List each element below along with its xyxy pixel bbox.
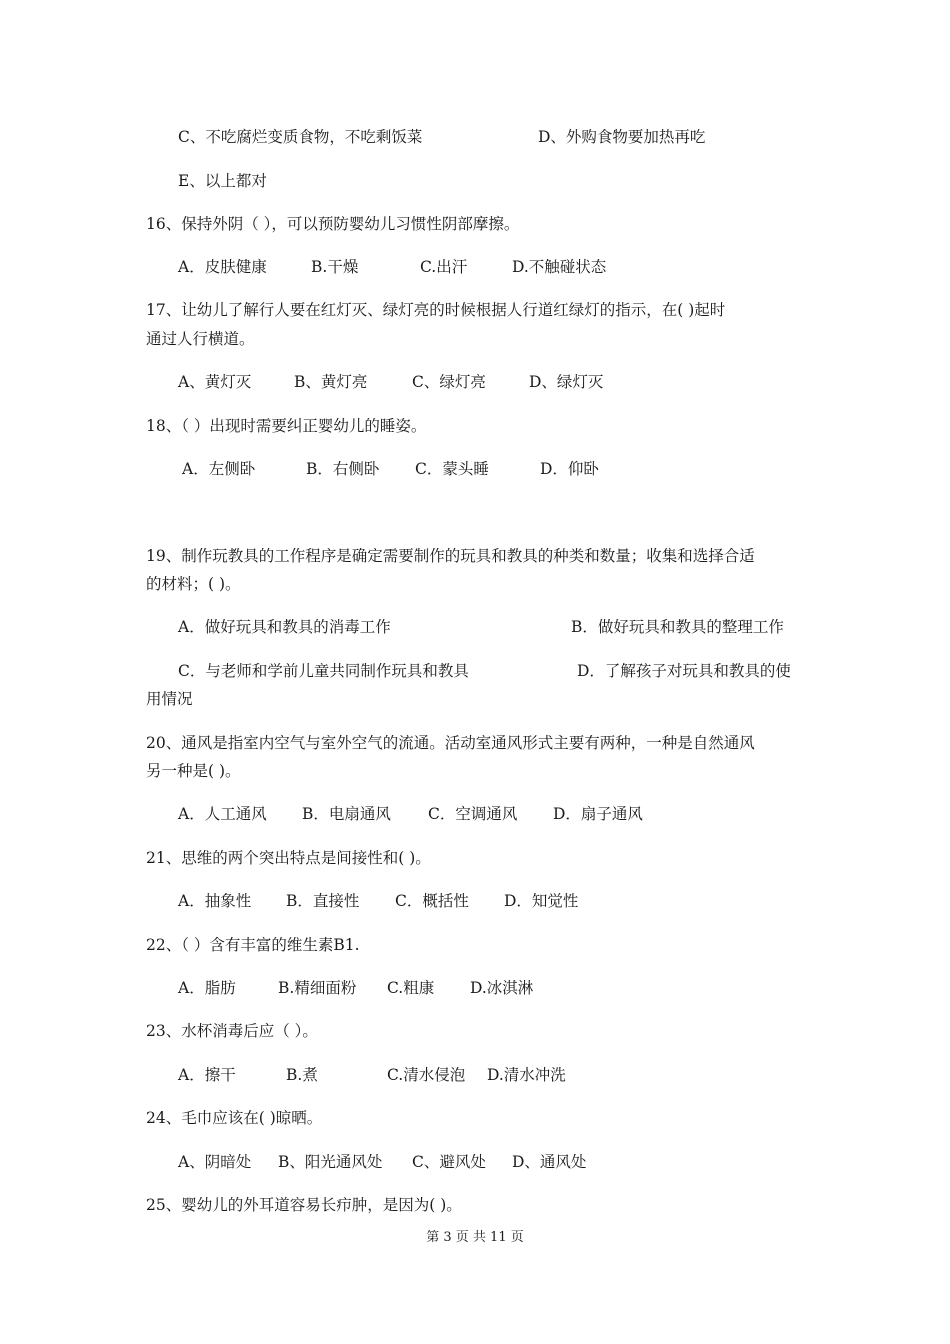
q20-option-d: D．扇子通风 <box>553 805 643 823</box>
q22-option-b: B.精细面粉 <box>278 979 357 997</box>
q21-option-a: A．抽象性 <box>178 892 252 910</box>
q22-option-d: D.冰淇淋 <box>470 979 534 997</box>
q24-option-a: A、阴暗处 <box>178 1153 252 1171</box>
q24-option-c: C、避风处 <box>412 1153 486 1171</box>
q17-stem-text-2: 通过人行横道。 <box>146 330 255 348</box>
q19-stem-text-1: 19、制作玩教具的工作程序是确定需要制作的玩具和教具的种类和数量；收集和选择合适 <box>146 547 755 565</box>
q17-option-d: D、绿灯灭 <box>529 373 604 391</box>
q22-option-a: A．脂肪 <box>178 979 236 997</box>
q16-stem-text: 16、保持外阴（ ），可以预防婴幼儿习惯性阴部摩擦。 <box>146 215 520 233</box>
q17-stem-text-1: 17、让幼儿了解行人要在红灯灭、绿灯亮的时候根据人行道红绿灯的指示，在( )起时 <box>146 301 726 319</box>
q17-option-a: A、黄灯灭 <box>178 373 252 391</box>
q21-stem-text: 21、思维的两个突出特点是间接性和( )。 <box>146 849 431 867</box>
q19-option-d-continued: 用情况 <box>146 690 193 708</box>
q18-option-a: A．左侧卧 <box>182 460 256 478</box>
q23-stem-text: 23、水杯消毒后应（ ）。 <box>146 1022 318 1040</box>
q16-option-a: A．皮肤健康 <box>178 258 267 276</box>
q22-option-c: C.粗康 <box>387 979 435 997</box>
q20-option-c: C．空调通风 <box>428 805 518 823</box>
q21-option-c: C．概括性 <box>395 892 469 910</box>
q24-option-b: B、阳光通风处 <box>278 1153 383 1171</box>
q19-option-d: D．了解孩子对玩具和教具的使 <box>577 662 791 680</box>
q15-option-e: E、以上都对 <box>178 172 267 190</box>
page-footer <box>0 1230 950 1246</box>
q16-option-d: D.不触碰状态 <box>512 258 607 276</box>
q23-option-b: B.煮 <box>286 1066 318 1084</box>
q19-stem-text-2: 的材料；( )。 <box>146 575 241 593</box>
q21-option-b: B．直接性 <box>286 892 360 910</box>
q23-option-d: D.清水冲洗 <box>487 1066 566 1084</box>
q19-option-a: A．做好玩具和教具的消毒工作 <box>178 618 391 636</box>
q23-option-a: A．擦干 <box>178 1066 236 1084</box>
q17-option-c: C、绿灯亮 <box>412 373 486 391</box>
q19-option-c: C．与老师和学前儿童共同制作玩具和教具 <box>178 662 469 680</box>
q20-stem-text-2: 另一种是( )。 <box>146 762 241 780</box>
q16-option-b: B.干燥 <box>311 258 359 276</box>
q21-option-d: D．知觉性 <box>504 892 579 910</box>
q20-option-a: A．人工通风 <box>178 805 267 823</box>
q24-stem-text: 24、毛巾应该在( )晾晒。 <box>146 1109 323 1127</box>
q22-stem-text: 22、（ ）含有丰富的维生素B1. <box>146 936 360 954</box>
q18-option-c: C．蒙头睡 <box>415 460 489 478</box>
q23-option-c: C.清水侵泡 <box>387 1066 466 1084</box>
q20-option-b: B．电扇通风 <box>302 805 391 823</box>
q20-stem-text-1: 20、通风是指室内空气与室外空气的流通。活动室通风形式主要有两种，一种是自然通风 <box>146 734 755 752</box>
page-number: 第 3 页 共 11 页 <box>426 1230 524 1245</box>
q17-option-b: B、黄灯亮 <box>294 373 368 391</box>
q18-option-d: D．仰卧 <box>540 460 599 478</box>
q18-option-b: B．右侧卧 <box>306 460 380 478</box>
q18-stem-text: 18、（ ）出现时需要纠正婴幼儿的睡姿。 <box>146 417 427 435</box>
q15-option-d: D、外购食物要加热再吃 <box>538 128 706 146</box>
q25-stem-text: 25、婴幼儿的外耳道容易长疖肿，是因为( )。 <box>146 1196 462 1214</box>
q16-option-c: C.出汗 <box>420 258 468 276</box>
q24-option-d: D、通风处 <box>512 1153 587 1171</box>
q15-option-c: C、不吃腐烂变质食物，不吃剩饭菜 <box>178 128 423 146</box>
q19-option-b: B．做好玩具和教具的整理工作 <box>571 618 784 636</box>
